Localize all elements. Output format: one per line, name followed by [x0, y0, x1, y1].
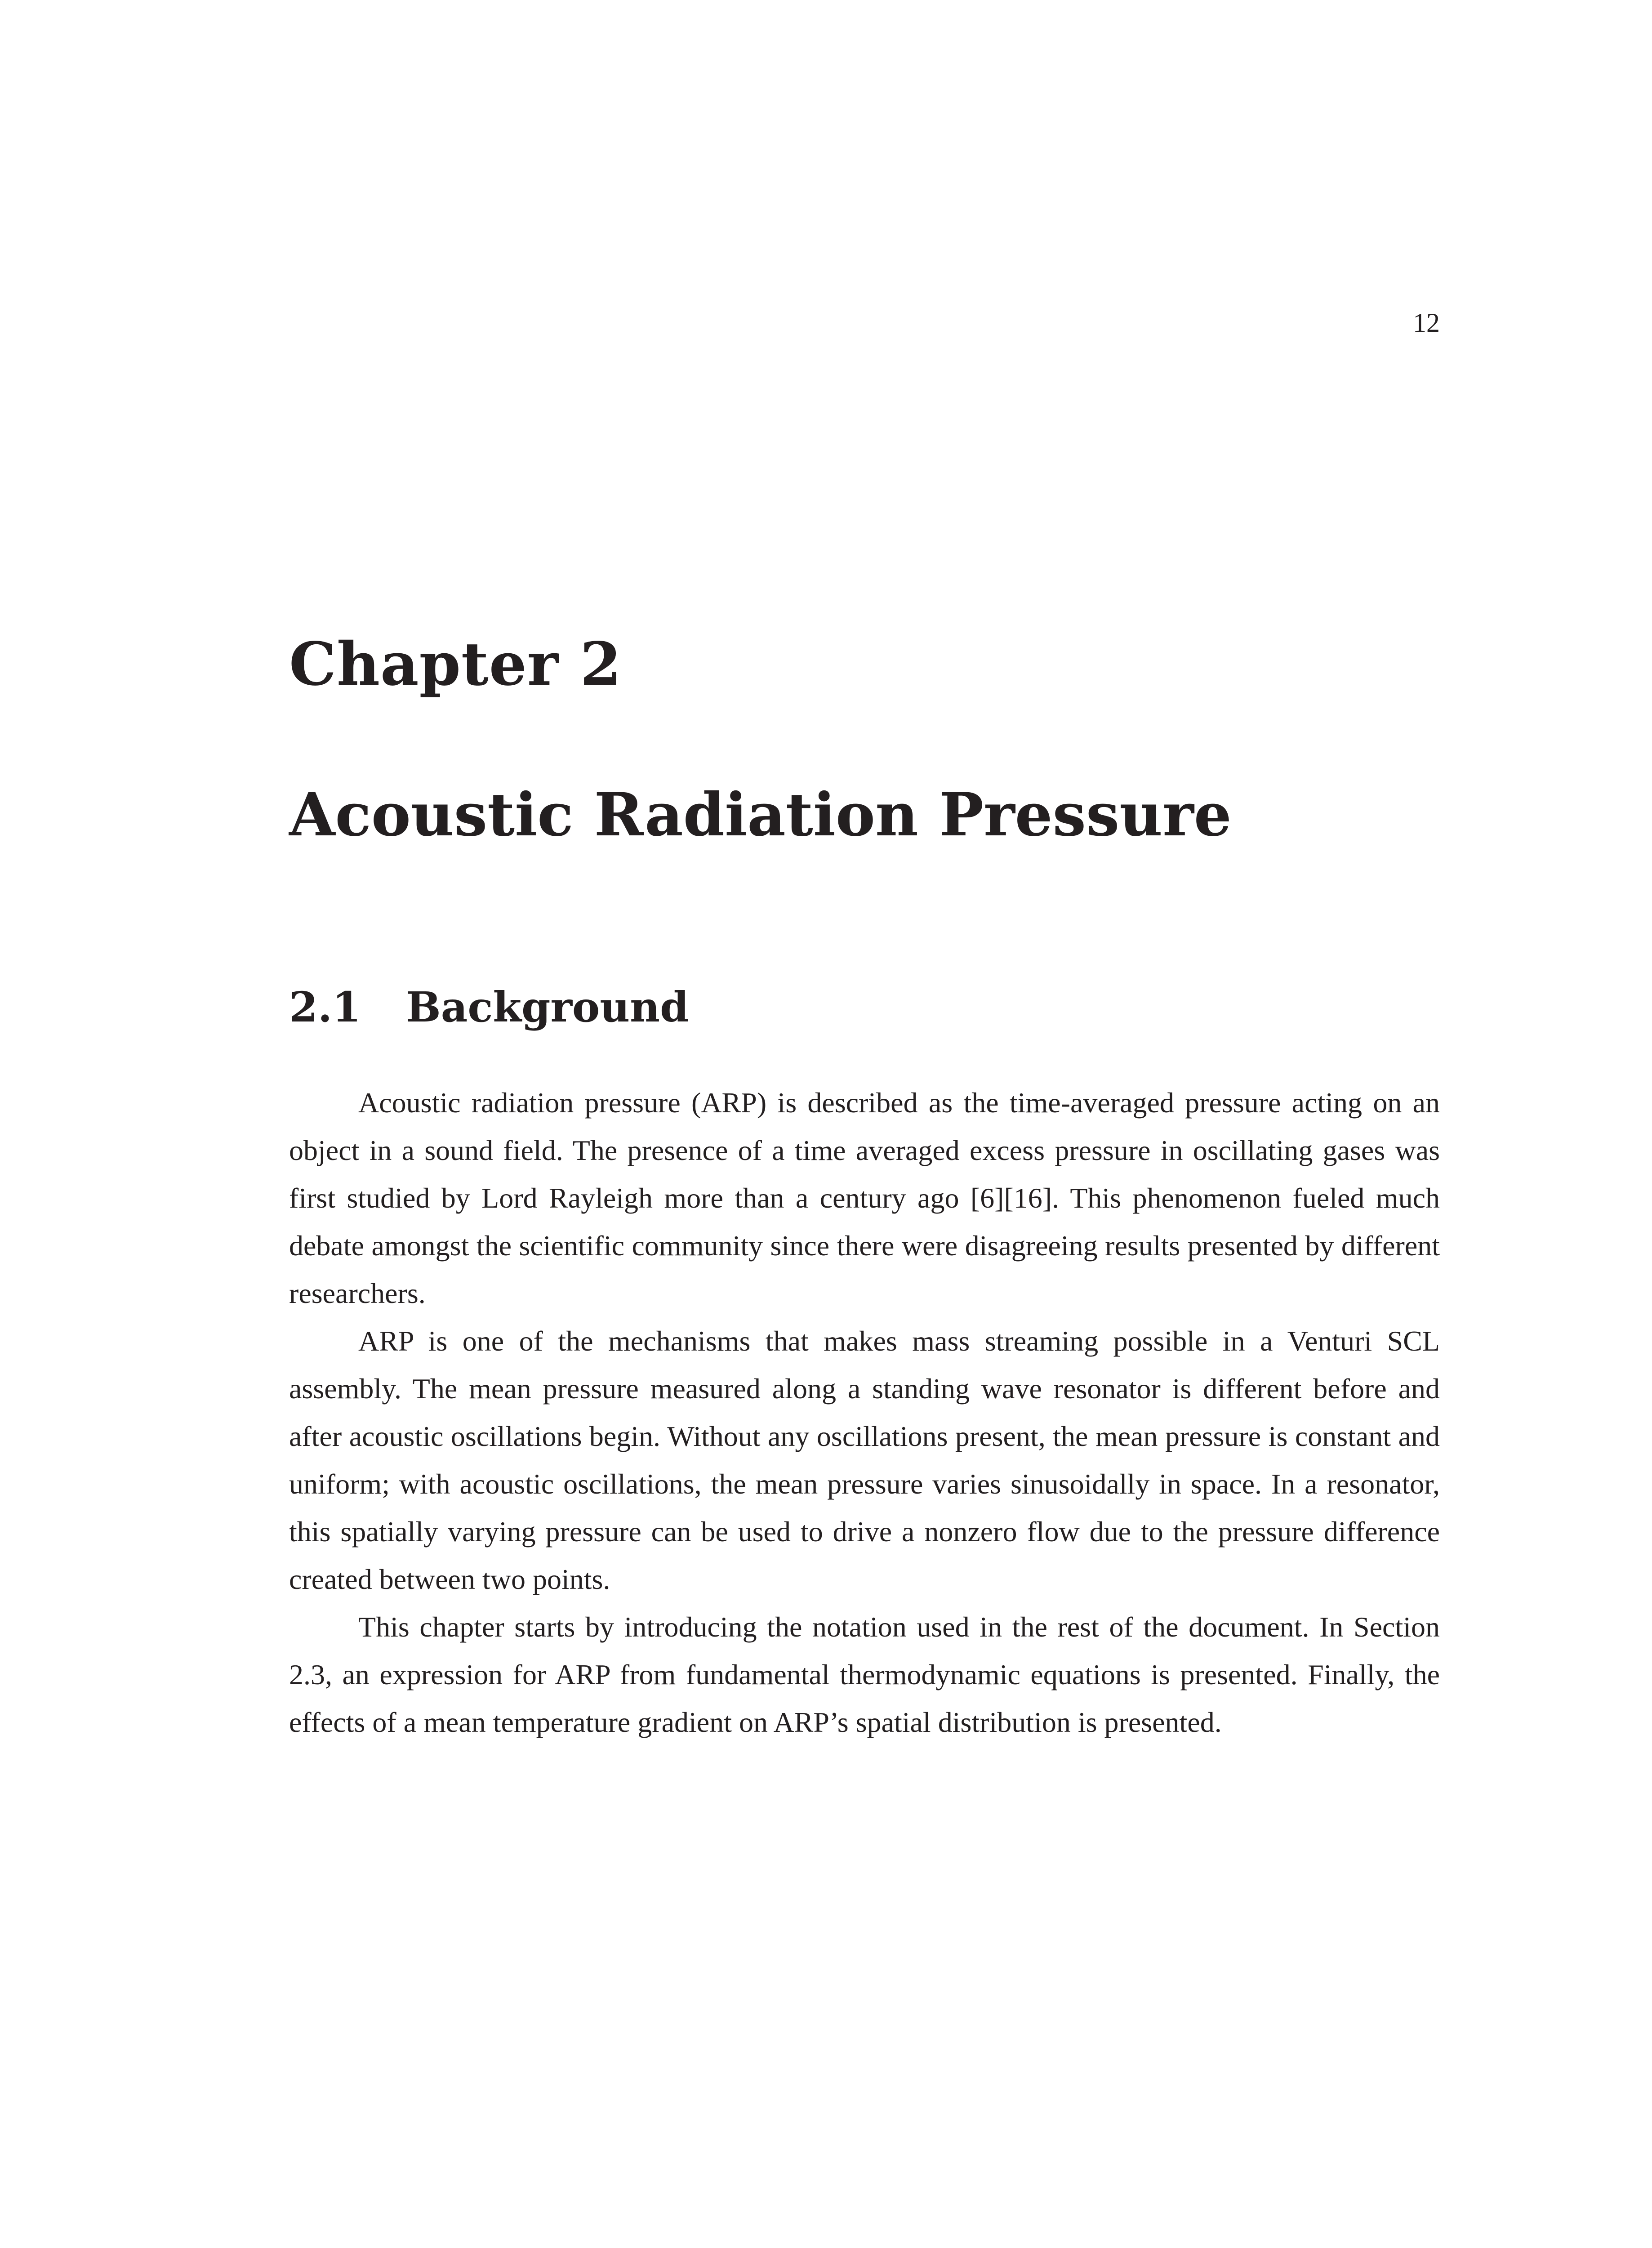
- section-title: Background: [406, 983, 689, 1031]
- paragraph-2: ARP is one of the mechanisms that makes mass streaming possible in a Venturi SCL assembly. The mean pressure measured along a standing wave resonator is different before and after acoustic oscillations begin. Without any oscillations present, the mean pressure is constant and uniform; with acoustic oscillations, the mean pressure varies sinusoidally in space. In a resonator, this spatially varying pressure can be used to drive a nonzero flow due to the pressure difference created between two points.: [289, 1325, 1440, 1595]
- body-text: [289, 1079, 1440, 1746]
- section-number: 2.1: [289, 983, 361, 1031]
- paragraph-3: This chapter starts by introducing the notation used in the rest of the document. In Section 2.3, an expression for ARP from fundamental thermodynamic equations is presented. Finally, the effects of a mean temperature gradient on ARP’s spatial distribution is presented.: [289, 1611, 1440, 1738]
- chapter-title: Acoustic Radiation Pressure: [289, 780, 1232, 850]
- page-number: 12: [1413, 308, 1440, 338]
- chapter-label: Chapter 2: [289, 629, 622, 699]
- paragraph-1: Acoustic radiation pressure (ARP) is described as the time-averaged pressure acting on an object in a sound field. The presence of a time averaged excess pressure in oscillating gases was first studied by Lord Rayleigh more than a century ago [6][16]. This phenomenon fueled much debate amongst the scientific community since there were disagreeing results presented by different researchers.: [289, 1087, 1440, 1309]
- section-heading: [289, 985, 689, 1030]
